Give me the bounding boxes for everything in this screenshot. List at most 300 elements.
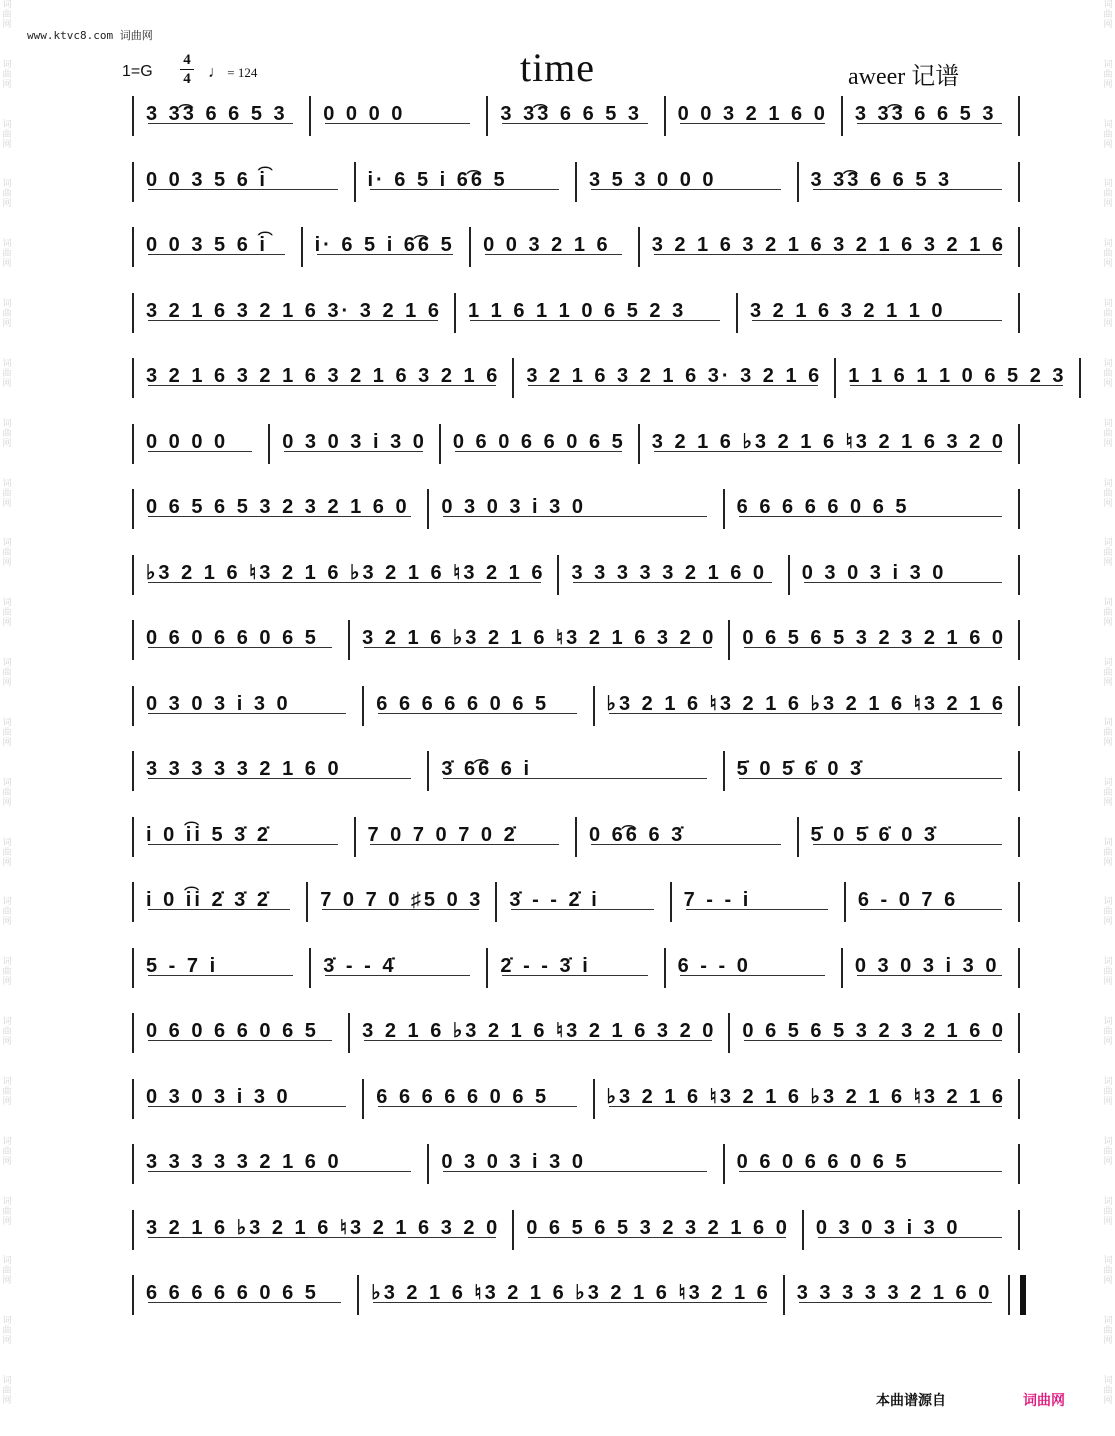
measure: 0 3 0 3 i 3 0 <box>796 555 1012 587</box>
key-signature: 1=G <box>122 63 153 80</box>
bar-line <box>132 162 134 202</box>
measure: i 0 i͡i 2̇ 3̇ 2̇ <box>140 882 300 914</box>
bar-line <box>664 948 666 988</box>
watermark-char: 词 <box>2 598 12 609</box>
watermark-char: 网 <box>1103 737 1113 748</box>
footer-brand-logo: 词曲网 <box>1023 1393 1065 1409</box>
measure: 3 2 1 6 3 2 1 6 3· 3 2 1 6 <box>520 358 828 390</box>
watermark-char: 曲 <box>2 249 12 260</box>
bar-line <box>132 1210 134 1250</box>
watermark-char: 网 <box>2 319 12 330</box>
watermark-char: 词 <box>2 0 12 10</box>
score-line <box>126 1079 1026 1119</box>
transcriber-credit: aweer 记谱 <box>848 64 960 90</box>
bar-line <box>728 620 730 660</box>
watermark-char: 曲 <box>2 1086 12 1097</box>
watermark-char: 网 <box>1103 797 1113 808</box>
watermark-char: 词 <box>2 179 12 190</box>
score-line <box>126 948 1026 988</box>
bar-line <box>736 293 738 333</box>
score-line <box>126 751 1026 791</box>
watermark-char: 词 <box>1103 897 1113 908</box>
watermark-char: 词 <box>2 299 12 310</box>
bar-line <box>1018 424 1020 464</box>
watermark-char: 词 <box>1103 598 1113 609</box>
measure: 6 - - 0 <box>672 948 835 980</box>
bar-line <box>512 1210 514 1250</box>
bar-line <box>132 948 134 988</box>
watermark-char: 网 <box>1103 1396 1113 1407</box>
measure: 6 6 6 6 6 0 6 5 <box>370 686 586 718</box>
measure: 7 0 7 0 ♯5 0 3 <box>314 882 489 914</box>
watermark-char: 词 <box>2 658 12 669</box>
watermark-char: 网 <box>2 1096 12 1107</box>
watermark-char: 曲 <box>2 129 12 140</box>
bar-line <box>362 1079 364 1119</box>
bar-line <box>309 948 311 988</box>
bar-line <box>348 620 350 660</box>
measure: 0 3 0 3 i 3 0 <box>435 489 716 521</box>
score-line <box>126 293 1026 333</box>
watermark-char: 词 <box>1103 1376 1113 1387</box>
score-line <box>126 1013 1026 1053</box>
watermark-char: 词 <box>1103 1316 1113 1327</box>
bar-line <box>797 817 799 857</box>
bar-line <box>1018 1144 1020 1184</box>
measure: 0 6 0 6 6 0 6 5 <box>140 620 342 652</box>
watermark-char: 曲 <box>1103 428 1113 439</box>
watermark-char: 曲 <box>1103 1027 1113 1038</box>
watermark-char: 网 <box>2 199 12 210</box>
bar-line <box>354 162 356 202</box>
watermark-char: 网 <box>1103 79 1113 90</box>
bar-line <box>841 948 843 988</box>
watermark-char: 网 <box>2 498 12 509</box>
bar-line <box>841 96 843 136</box>
watermark-char: 词 <box>1103 59 1113 70</box>
bar-line <box>1018 162 1020 202</box>
bar-line <box>357 1275 359 1315</box>
bar-line <box>1008 1275 1010 1315</box>
watermark-char: 曲 <box>2 309 12 320</box>
measure: 3 3͡3 6 6 5 3 <box>140 96 303 128</box>
bar-line <box>486 948 488 988</box>
bar-line <box>723 1144 725 1184</box>
watermark-char: 词 <box>1103 658 1113 669</box>
measure: 6 6 6 6 6 0 6 5 <box>370 1079 586 1111</box>
measure: 2̇ - - 3̇ i <box>494 948 657 980</box>
measure: 3 3͡3 6 6 5 3 <box>805 162 1013 194</box>
bar-line <box>1018 882 1020 922</box>
measure: 0 0 0 0 <box>317 96 480 128</box>
bar-line <box>783 1275 785 1315</box>
bar-line <box>638 424 640 464</box>
watermark-char: 曲 <box>1103 1386 1113 1397</box>
song-title: time <box>519 45 596 90</box>
measure: 1 1 6 1 1 0 6 5 2 3 <box>842 358 1072 390</box>
bar-line <box>1018 751 1020 791</box>
quarter-note-icon: ♩ <box>208 64 224 81</box>
watermark-char: 网 <box>2 79 12 90</box>
watermark-char: 词 <box>1103 478 1113 489</box>
measure: 6 6 6 6 6 0 6 5 <box>140 1275 351 1307</box>
bar-line <box>469 227 471 267</box>
watermark-char: 曲 <box>2 189 12 200</box>
measure: 0 6͡6 6 3̇ <box>583 817 791 849</box>
bar-line <box>557 555 559 595</box>
measure: 3 3͡3 6 6 5 3 <box>494 96 657 128</box>
watermark-char: 词 <box>1103 1256 1113 1267</box>
watermark-char: 网 <box>1103 259 1113 270</box>
measure: ♭3 2 1 6 ♮3 2 1 6 ♭3 2 1 6 ♮3 2 1 6 <box>601 1079 1012 1111</box>
bar-line <box>593 1079 595 1119</box>
bar-line <box>486 96 488 136</box>
watermark-char: 词 <box>2 358 12 369</box>
site-url: www.ktvc8.com 词曲网 <box>27 29 153 42</box>
watermark-char: 曲 <box>2 428 12 439</box>
measure: 3 2 1 6 3 2 1 1 0 <box>744 293 1012 325</box>
measure: 3̇ 6͡6 6 i <box>435 751 716 783</box>
watermark-char: 曲 <box>1103 1146 1113 1157</box>
bar-line <box>132 358 134 398</box>
watermark-char: 曲 <box>2 907 12 918</box>
measure: 0 0 0 0 <box>140 424 262 456</box>
measure: 0 6 0 6 6 0 6 5 <box>731 1144 1012 1176</box>
bar-line <box>132 1079 134 1119</box>
watermark-char: 曲 <box>2 368 12 379</box>
watermark-char: 网 <box>1103 977 1113 988</box>
watermark-char: 曲 <box>2 1386 12 1397</box>
bar-line <box>132 751 134 791</box>
score-line <box>126 489 1026 529</box>
watermark-char: 曲 <box>2 548 12 559</box>
measure: 3 2 1 6 ♭3 2 1 6 ♮3 2 1 6 3 2 0 <box>356 1013 722 1045</box>
measure: i· 6 5 i 6͡6 5 <box>309 227 464 259</box>
measure: 3 3 3 3 3 2 1 6 0 <box>565 555 781 587</box>
bar-line <box>1018 227 1020 267</box>
score-line <box>126 96 1026 136</box>
watermark-char: 曲 <box>2 69 12 80</box>
watermark-char: 曲 <box>1103 1206 1113 1217</box>
watermark-char: 词 <box>2 777 12 788</box>
watermark-char: 曲 <box>1103 668 1113 679</box>
bar-line <box>306 882 308 922</box>
bar-line <box>132 1144 134 1184</box>
watermark-char: 词 <box>2 1017 12 1028</box>
watermark-char: 网 <box>2 678 12 689</box>
right-watermark-strip <box>1101 0 1115 1436</box>
watermark-char: 曲 <box>1103 309 1113 320</box>
measure: 3 3 3 3 3 2 1 6 0 <box>791 1275 1002 1307</box>
measure: 3 2 1 6 ♭3 2 1 6 ♮3 2 1 6 3 2 0 <box>646 424 1012 456</box>
bar-line <box>268 424 270 464</box>
bar-line <box>1018 555 1020 595</box>
measure: 3 2 1 6 ♭3 2 1 6 ♮3 2 1 6 3 2 0 <box>356 620 722 652</box>
watermark-char: 词 <box>2 957 12 968</box>
watermark-char: 曲 <box>1103 189 1113 200</box>
watermark-char: 曲 <box>2 488 12 499</box>
watermark-char: 网 <box>2 917 12 928</box>
score-line <box>126 424 1026 464</box>
measure: 0 0 3 5 6 i͡ <box>140 162 348 194</box>
bar-line <box>132 1013 134 1053</box>
bar-line <box>132 489 134 529</box>
measure: 0 0 3 2 1 6 <box>477 227 632 259</box>
bar-line <box>454 293 456 333</box>
watermark-char: 网 <box>1103 1276 1113 1287</box>
watermark-char: 网 <box>2 139 12 150</box>
watermark-char: 曲 <box>2 1266 12 1277</box>
watermark-char: 词 <box>1103 957 1113 968</box>
measure: 3 3 3 3 3 2 1 6 0 <box>140 751 421 783</box>
watermark-char: 曲 <box>1103 1326 1113 1337</box>
bar-line <box>439 424 441 464</box>
bar-line <box>844 882 846 922</box>
bar-line <box>132 293 134 333</box>
watermark-char: 网 <box>2 558 12 569</box>
watermark-char: 网 <box>2 378 12 389</box>
bar-line <box>664 96 666 136</box>
watermark-char: 词 <box>1103 1076 1113 1087</box>
measure: 0 3 0 3 i 3 0 <box>810 1210 1012 1242</box>
watermark-char: 网 <box>2 1336 12 1347</box>
bar-line <box>495 882 497 922</box>
bar-line <box>132 620 134 660</box>
watermark-char: 网 <box>2 857 12 868</box>
bar-line <box>427 489 429 529</box>
bar-line <box>301 227 303 267</box>
measure: 5̇ 0 5̇ 6̇ 0 3̇ <box>805 817 1013 849</box>
bar-line <box>427 751 429 791</box>
watermark-char: 曲 <box>1103 787 1113 798</box>
measure: 3̇ - - 2̇ i <box>503 882 663 914</box>
watermark-char: 网 <box>2 797 12 808</box>
watermark-char: 曲 <box>1103 10 1113 20</box>
score-line <box>126 1144 1026 1184</box>
watermark-char: 曲 <box>1103 129 1113 140</box>
bar-line <box>1018 1210 1020 1250</box>
measure: 3̇ - - 4̇ <box>317 948 480 980</box>
measure: 0 6 5 6 5 3 2 3 2 1 6 0 <box>140 489 421 521</box>
score-line <box>126 162 1026 202</box>
measure: 7 - - i <box>678 882 838 914</box>
watermark-char: 曲 <box>2 1326 12 1337</box>
measure: 1 1 6 1 1 0 6 5 2 3 <box>462 293 730 325</box>
watermark-char: 曲 <box>2 1206 12 1217</box>
watermark-char: 词 <box>1103 1136 1113 1147</box>
watermark-char: 网 <box>1103 199 1113 210</box>
measure: 3 3 3 3 3 2 1 6 0 <box>140 1144 421 1176</box>
bar-line <box>309 96 311 136</box>
tempo-value: = 124 <box>227 65 258 80</box>
watermark-char: 词 <box>2 239 12 250</box>
bar-line <box>593 686 595 726</box>
watermark-char: 网 <box>1103 20 1113 30</box>
watermark-char: 词 <box>1103 0 1113 10</box>
footer-source-label: 本曲谱源自 <box>876 1393 946 1409</box>
watermark-char: 网 <box>2 1276 12 1287</box>
bar-line <box>802 1210 804 1250</box>
bar-line <box>1018 686 1020 726</box>
score-line <box>126 620 1026 660</box>
measure: 5̇ 0 5̇ 6̇ 0 3̇ <box>731 751 1012 783</box>
measure: 0 3 0 3 i 3 0 <box>140 686 356 718</box>
watermark-char: 网 <box>2 1216 12 1227</box>
watermark-char: 网 <box>1103 438 1113 449</box>
measure: 6 - 0 7 6 <box>852 882 1012 914</box>
measure: 0 3 0 3 i 3 0 <box>849 948 1012 980</box>
score-line <box>126 1210 1026 1250</box>
watermark-char: 曲 <box>1103 1266 1113 1277</box>
watermark-char: 曲 <box>1103 847 1113 858</box>
watermark-char: 曲 <box>2 608 12 619</box>
watermark-char: 网 <box>1103 498 1113 509</box>
watermark-char: 网 <box>1103 139 1113 150</box>
watermark-char: 词 <box>1103 299 1113 310</box>
bar-line <box>354 817 356 857</box>
watermark-char: 词 <box>1103 239 1113 250</box>
bar-line <box>132 227 134 267</box>
watermark-char: 曲 <box>1103 368 1113 379</box>
bar-line <box>723 489 725 529</box>
measure: 0 6 0 6 6 0 6 5 <box>447 424 632 456</box>
score-line <box>126 227 1026 267</box>
watermark-char: 词 <box>2 418 12 429</box>
watermark-char: 词 <box>1103 538 1113 549</box>
bar-line <box>638 227 640 267</box>
watermark-char: 曲 <box>1103 1086 1113 1097</box>
bar-line <box>788 555 790 595</box>
bar-line <box>575 817 577 857</box>
watermark-char: 词 <box>2 538 12 549</box>
watermark-char: 词 <box>1103 717 1113 728</box>
measure: 0 6 5 6 5 3 2 3 2 1 6 0 <box>520 1210 796 1242</box>
watermark-char: 词 <box>1103 1017 1113 1028</box>
measure: 0 6 0 6 6 0 6 5 <box>140 1013 342 1045</box>
watermark-char: 曲 <box>1103 548 1113 559</box>
bar-line <box>797 162 799 202</box>
watermark-char: 词 <box>1103 837 1113 848</box>
bar-line <box>575 162 577 202</box>
left-watermark-strip <box>0 0 14 1436</box>
watermark-char: 曲 <box>2 1027 12 1038</box>
score-line <box>126 882 1026 922</box>
watermark-char: 网 <box>2 1037 12 1048</box>
watermark-char: 网 <box>1103 558 1113 569</box>
bar-line <box>132 686 134 726</box>
final-bar-line <box>1020 1275 1026 1315</box>
bar-line <box>1079 358 1081 398</box>
bar-line <box>1018 948 1020 988</box>
score-line <box>126 555 1026 595</box>
watermark-char: 网 <box>1103 917 1113 928</box>
measure: 0 6 5 6 5 3 2 3 2 1 6 0 <box>736 620 1012 652</box>
measure: i· 6 5 i 6͡6 5 <box>362 162 570 194</box>
bar-line <box>728 1013 730 1053</box>
watermark-char: 词 <box>1103 358 1113 369</box>
bar-line <box>132 555 134 595</box>
measure: 3 5 3 0 0 0 <box>583 162 791 194</box>
bar-line <box>1018 1079 1020 1119</box>
watermark-char: 网 <box>1103 378 1113 389</box>
bar-line <box>362 686 364 726</box>
measure: 0 0 3 5 6 i͡ <box>140 227 295 259</box>
measure: 6 6 6 6 6 0 6 5 <box>731 489 1012 521</box>
watermark-char: 曲 <box>2 787 12 798</box>
watermark-char: 曲 <box>2 10 12 20</box>
measure: 5 - 7 i <box>140 948 303 980</box>
watermark-char: 词 <box>2 897 12 908</box>
bar-line <box>1018 1013 1020 1053</box>
watermark-char: 词 <box>1103 119 1113 130</box>
bar-line <box>132 882 134 922</box>
watermark-char: 词 <box>2 1316 12 1327</box>
watermark-char: 词 <box>2 1136 12 1147</box>
score-line <box>126 686 1026 726</box>
watermark-char: 词 <box>1103 1196 1113 1207</box>
watermark-char: 网 <box>1103 618 1113 629</box>
watermark-char: 词 <box>2 119 12 130</box>
watermark-char: 曲 <box>1103 69 1113 80</box>
bar-line <box>723 751 725 791</box>
measure: 3 3͡3 6 6 5 3 <box>849 96 1012 128</box>
bar-line <box>132 96 134 136</box>
watermark-char: 曲 <box>2 1146 12 1157</box>
watermark-char: 网 <box>2 20 12 30</box>
watermark-char: 网 <box>2 438 12 449</box>
bar-line <box>132 1275 134 1315</box>
measure: 0 3 0 3 i 3 0 <box>435 1144 716 1176</box>
watermark-char: 词 <box>1103 179 1113 190</box>
measure: 0 3 0 3 i 3 0 <box>140 1079 356 1111</box>
measure: 7 0 7 0 7 0 2̇ <box>362 817 570 849</box>
measure: ♭3 2 1 6 ♮3 2 1 6 ♭3 2 1 6 ♮3 2 1 6 <box>601 686 1012 718</box>
watermark-char: 网 <box>1103 678 1113 689</box>
watermark-char: 网 <box>2 977 12 988</box>
watermark-char: 曲 <box>1103 249 1113 260</box>
measure: 3 2 1 6 ♭3 2 1 6 ♮3 2 1 6 3 2 0 <box>140 1210 506 1242</box>
watermark-char: 词 <box>2 717 12 728</box>
watermark-char: 网 <box>1103 1336 1113 1347</box>
measure: 0 0 3 2 1 6 0 <box>672 96 835 128</box>
watermark-char: 词 <box>2 1196 12 1207</box>
watermark-char: 网 <box>2 1396 12 1407</box>
watermark-char: 曲 <box>1103 727 1113 738</box>
watermark-char: 网 <box>2 1156 12 1167</box>
watermark-char: 网 <box>1103 1216 1113 1227</box>
watermark-char: 网 <box>2 618 12 629</box>
time-signature-bottom: 4 <box>183 71 191 87</box>
score-line <box>126 358 1067 398</box>
score-line <box>126 817 1026 857</box>
watermark-char: 曲 <box>1103 608 1113 619</box>
watermark-char: 网 <box>1103 319 1113 330</box>
watermark-char: 曲 <box>1103 488 1113 499</box>
bar-line <box>1018 293 1020 333</box>
measure: 3 2 1 6 3 2 1 6 3· 3 2 1 6 <box>140 293 448 325</box>
measure: ♭3 2 1 6 ♮3 2 1 6 ♭3 2 1 6 ♮3 2 1 6 <box>140 555 551 587</box>
measure: 0 3 0 3 i 3 0 <box>276 424 433 456</box>
bar-line <box>427 1144 429 1184</box>
bar-line <box>348 1013 350 1053</box>
watermark-char: 词 <box>2 1076 12 1087</box>
bar-line <box>512 358 514 398</box>
bar-line <box>670 882 672 922</box>
watermark-char: 曲 <box>2 668 12 679</box>
watermark-char: 网 <box>1103 857 1113 868</box>
watermark-char: 网 <box>1103 1096 1113 1107</box>
watermark-char: 词 <box>2 1256 12 1267</box>
